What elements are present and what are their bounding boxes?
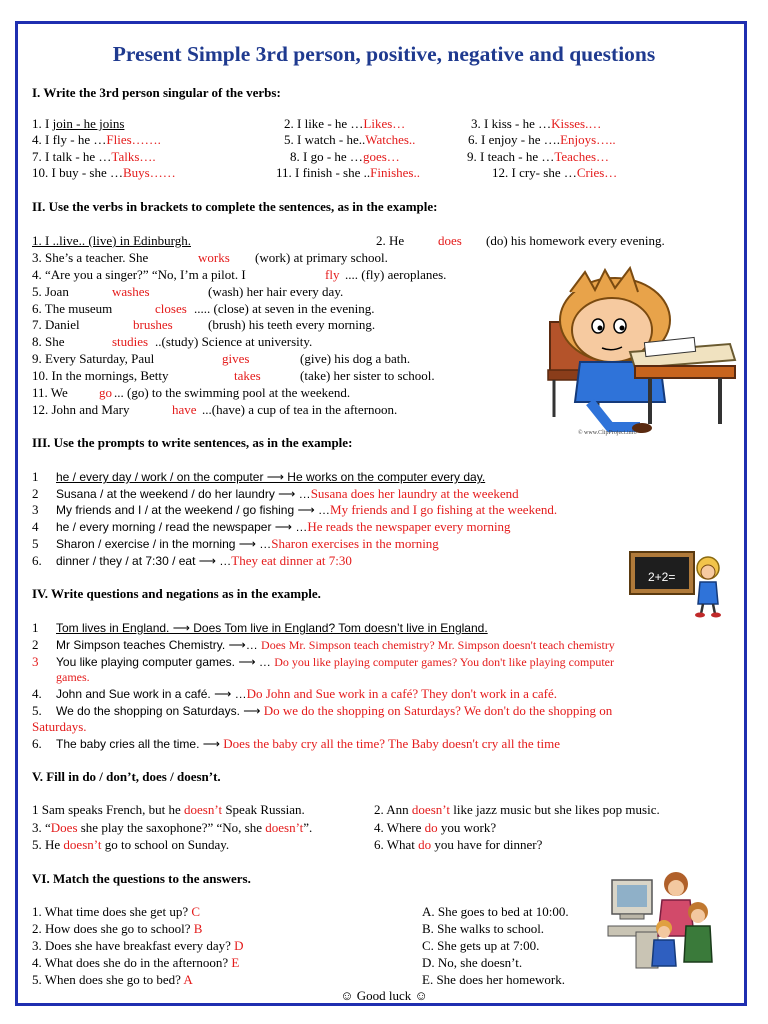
boy-studying-illustration [540, 252, 740, 442]
s2-line-10-answer: takes [234, 368, 261, 383]
s2-line-11-rest: ... (go) to the swimming pool at the weekend. [114, 385, 351, 400]
s6-question-2: 2. How does she go to school? B [32, 921, 203, 936]
s2-line-2: 2. He [376, 233, 405, 248]
s2-line-7-answer: brushes [133, 317, 173, 332]
s3-line-3: My friends and I / at the weekend / go fishing ⟶ …My friends and I go fishing at the weekend. [56, 502, 558, 517]
s1-item-3: 3. I kiss - he …Kisses.… [471, 116, 602, 131]
s2-line-6-rest: ..... (close) at seven in the evening. [194, 301, 375, 316]
section-5-heading: V. Fill in do / don’t, does / doesn’t. [32, 769, 221, 784]
s4-line-4: John and Sue work in a café. ⟶ …Do John and Sue work in a café? They don't work in a café. [56, 686, 558, 701]
s2-line-9-answer: gives [222, 351, 250, 366]
s1-item-9: 9. I teach - he …Teaches… [467, 149, 610, 164]
s6-answer-c: C. She gets up at 7:00. [422, 938, 540, 953]
section-4-heading: IV. Write questions and negations as in the example. [32, 586, 321, 601]
s2-line-7: 7. Daniel [32, 317, 80, 332]
s1-item-7: 7. I talk - he …Talks…. [32, 149, 156, 164]
s1-item-8: 8. I go - he …goes… [290, 149, 400, 164]
s6-question-5: 5. When does she go to bed? A [32, 972, 193, 987]
s2-line-9: 9. Every Saturday, Paul [32, 351, 155, 366]
s3-line-6: dinner / they / at 7:30 / eat ⟶ …They eat dinner at 7:30 [56, 553, 352, 568]
chalkboard-text: 2+2= [648, 570, 676, 584]
s3-line-4: he / every morning / read the newspaper ⟶ …He reads the newspaper every morning [56, 519, 511, 534]
s6-question-3: 3. Does she have breakfast every day? D [32, 938, 244, 953]
s2-line-8: 8. She [32, 334, 65, 349]
s3-line-6-num: 6. [32, 553, 42, 568]
s2-line-10: 10. In the mornings, Betty [32, 368, 169, 383]
s2-line-11: 11. We [32, 385, 68, 400]
s3-line-1: he / every day / work / on the computer ⟶ He works on the computer every day. [56, 470, 486, 484]
s4-line-1-num: 1 [32, 620, 39, 635]
s6-answer-b: B. She walks to school. [422, 921, 545, 936]
s3-line-3-num: 3 [32, 502, 39, 517]
section-2-heading: II. Use the verbs in brackets to complete the sentences, as in the example: [32, 199, 438, 214]
s3-line-5-num: 5 [32, 536, 39, 551]
s3-line-2-num: 2 [32, 486, 39, 501]
s1-item-6: 6. I enjoy - he ….Enjoys….. [468, 132, 616, 147]
s4-line-4-num: 4. [32, 686, 42, 701]
s5-line-4: 4. Where do you work? [374, 820, 497, 835]
s5-line-3: 3. “Does she play the saxophone?” “No, she doesn’t”. [32, 820, 313, 835]
s4-line-3: You like playing computer games. ⟶ … Do you like playing computer games? You don't like playing computer [56, 655, 614, 669]
s2-line-12-rest: ...(have) a cup of tea in the afternoon. [202, 402, 398, 417]
s4-line-1: Tom lives in England. ⟶ Does Tom live in England? Tom doesn’t live in England. [56, 621, 488, 635]
s5-line-6: 6. What do you have for dinner? [374, 837, 543, 852]
s2-line-3-answer: works [198, 250, 230, 265]
s2-line-5: 5. Joan [32, 284, 69, 299]
s2-line-10-rest: (take) her sister to school. [300, 368, 435, 383]
s2-line-5-answer: washes [112, 284, 150, 299]
s4-line-3-num: 3 [32, 654, 39, 669]
s5-line-5: 5. He doesn’t go to school on Sunday. [32, 837, 230, 852]
s6-answer-d: D. No, she doesn’t. [422, 955, 523, 970]
s2-line-8-rest: ..(study) Science at university. [155, 334, 313, 349]
s4-line-2: Mr Simpson teaches Chemistry. ⟶… Does Mr. Simpson teach chemistry? Mr. Simpson doesn't teach chemistry [56, 638, 615, 652]
s1-item-2: 2. I like - he …Likes… [284, 116, 406, 131]
s3-line-4-num: 4 [32, 519, 39, 534]
section-6-heading: VI. Match the questions to the answers. [32, 871, 251, 886]
s4-line-3-cont: games. [56, 670, 90, 684]
s6-answer-a: A. She goes to bed at 10:00. [422, 904, 569, 919]
chalkboard-illustration [628, 548, 724, 618]
s1-item-10: 10. I buy - she …Buys…… [32, 165, 176, 180]
s2-example: 1. I ..live.. (live) in Edinburgh. [32, 233, 191, 248]
s2-line-12-answer: have [172, 402, 197, 417]
s5-line-1: 1 Sam speaks French, but he doesn’t Speak Russian. [32, 802, 305, 817]
s2-line-4-answer: fly [325, 267, 340, 282]
section-3-heading: III. Use the prompts to write sentences, as in the example: [32, 435, 353, 450]
children-computer-illustration [606, 866, 716, 974]
s1-item-5: 5. I watch - he..Watches.. [284, 132, 416, 147]
s2-line-8-answer: studies [112, 334, 149, 349]
s2-line-5-rest: (wash) her hair every day. [208, 284, 344, 299]
s1-item-11: 11. I finish - she ..Finishes.. [276, 165, 420, 180]
s1-item-12: 12. I cry- she …Cries… [492, 165, 618, 180]
s2-line-4-rest: .... (fly) aeroplanes. [345, 267, 447, 282]
s1-item-4: 4. I fly - he …Flies……. [32, 132, 161, 147]
s3-line-2: Susana / at the weekend / do her laundry ⟶ …Susana does her laundry at the weekend [56, 486, 519, 501]
s4-line-5-num: 5. [32, 703, 42, 718]
s4-line-6-num: 6. [32, 736, 42, 751]
s2-line-4: 4. “Are you a singer?” “No, I’m a pilot. I [32, 267, 246, 282]
s5-line-2: 2. Ann doesn’t like jazz music but she likes pop music. [374, 802, 660, 817]
s6-answer-e: E. She does her homework. [422, 972, 565, 987]
s2-line-7-rest: (brush) his teeth every morning. [208, 317, 376, 332]
s4-line-2-num: 2 [32, 637, 39, 652]
s3-line-1-num: 1 [32, 469, 39, 484]
s6-question-4: 4. What does she do in the afternoon? E [32, 955, 240, 970]
s2-line-3-rest: (work) at primary school. [255, 250, 388, 265]
s2-line-2-rest: (do) his homework every evening. [486, 233, 665, 248]
s1-item-1: 1. I join - he joins [32, 116, 125, 131]
s3-line-5: Sharon / exercise / in the morning ⟶ …Sharon exercises in the morning [56, 536, 439, 551]
s2-line-12: 12. John and Mary [32, 402, 130, 417]
section-1-heading: I. Write the 3rd person singular of the verbs: [32, 85, 281, 100]
s4-line-5-cont: Saturdays. [32, 719, 87, 734]
page-title: Present Simple 3rd person, positive, negative and questions [112, 42, 656, 66]
clipart-credit: © www.ClipProject.info [578, 430, 637, 436]
s2-line-6-answer: closes [155, 301, 187, 316]
s2-line-11-answer: go [99, 385, 112, 400]
s2-line-3: 3. She’s a teacher. She [32, 250, 149, 265]
s2-line-2-answer: does [438, 233, 462, 248]
s4-line-5: We do the shopping on Saturdays. ⟶ Do we do the shopping on Saturdays? We don't do the shopping on [56, 703, 613, 718]
s2-line-9-rest: (give) his dog a bath. [300, 351, 411, 366]
s2-line-6: 6. The museum [32, 301, 113, 316]
s4-line-6: The baby cries all the time. ⟶ Does the baby cry all the time? The Baby doesn't cry all the time [56, 736, 561, 751]
footer-good-luck: ☺ Good luck ☺ [340, 988, 428, 1003]
s6-question-1: 1. What time does she get up? C [32, 904, 201, 919]
